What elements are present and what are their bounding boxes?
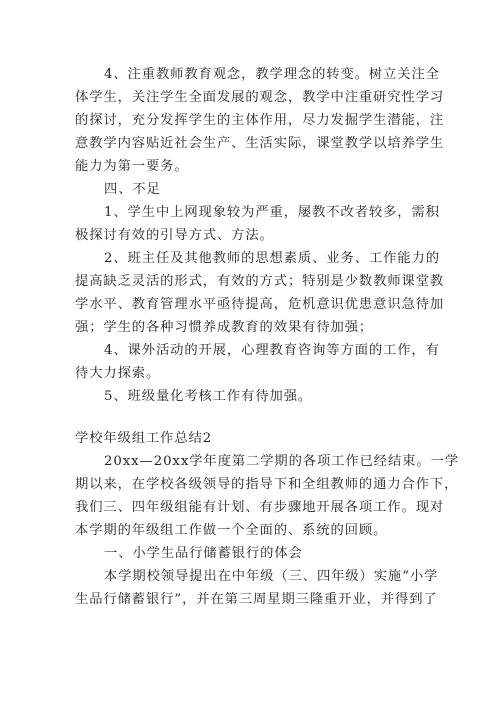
shortcoming-1-line-2: 极探讨有效的引导方式、方法。 xyxy=(75,228,274,243)
paragraph-4-line-1: 4、注重教师教育观念，教学理念的转变。树立关注全 xyxy=(104,67,440,82)
shortcoming-2-line-1: 2、班主任及其他教师的思想素质、业务、工作能力的 xyxy=(104,251,440,266)
summary-intro-line-4: 本学期的年级组工作做一个全面的、系统的回顾。 xyxy=(75,523,388,538)
shortcoming-4-line-2: 待大力探索。 xyxy=(75,366,161,381)
paragraph-4-line-3: 的探讨，充分发挥学生的主体作用，尽力发掘学生潜能，注 xyxy=(75,113,445,128)
summary-intro-line-3: 我们三、四年级组能有计划、有步骤地开展各项工作。现对 xyxy=(75,500,445,515)
paragraph-4-line-2: 体学生，关注学生全面发展的观念，教学中注重研究性学习 xyxy=(75,90,445,105)
shortcoming-4-line-1: 4、课外活动的开展，心理教育咨询等方面的工作，有 xyxy=(104,343,440,358)
shortcoming-1-line-1: 1、学生中上网现象较为严重，屡教不改者较多，需积 xyxy=(104,205,440,220)
section-heading-shortcomings: 四、不足 xyxy=(104,182,161,197)
paragraph-4-line-5: 能力为第一要务。 xyxy=(75,159,189,174)
savings-bank-line-2: 生品行储蓄银行”，并在第三周星期三隆重开业，并得到了 xyxy=(75,592,438,607)
shortcoming-2-line-2: 提高缺乏灵活的形式，有效的方式；特别是少数教师课堂教 xyxy=(75,274,445,289)
section-heading-savings-bank: 一、小学生品行储蓄银行的体会 xyxy=(104,546,303,561)
savings-bank-line-1: 本学期校领导提出在中年级（三、四年级）实施“小学 xyxy=(104,569,439,584)
summary-intro-line-2: 期以来，在学校各级领导的指导下和全组教师的通力合作下， xyxy=(75,477,459,492)
paragraph-4-line-4: 意教学内容贴近社会生产、生活实际，课堂教学以培养学生 xyxy=(75,136,445,151)
shortcoming-2-line-4: 强；学生的各种习惯养成教育的效果有待加强； xyxy=(75,320,374,335)
section-title-summary-2: 学校年级组工作总结2 xyxy=(75,431,213,446)
summary-intro-line-1: 20xx—20xx学年度第二学期的各项工作已经结束。一学 xyxy=(104,454,459,469)
shortcoming-5-line-1: 5、班级量化考核工作有待加强。 xyxy=(104,389,313,404)
shortcoming-2-line-3: 学水平、教育管理水平亟待提高，危机意识优患意识急待加 xyxy=(75,297,445,312)
